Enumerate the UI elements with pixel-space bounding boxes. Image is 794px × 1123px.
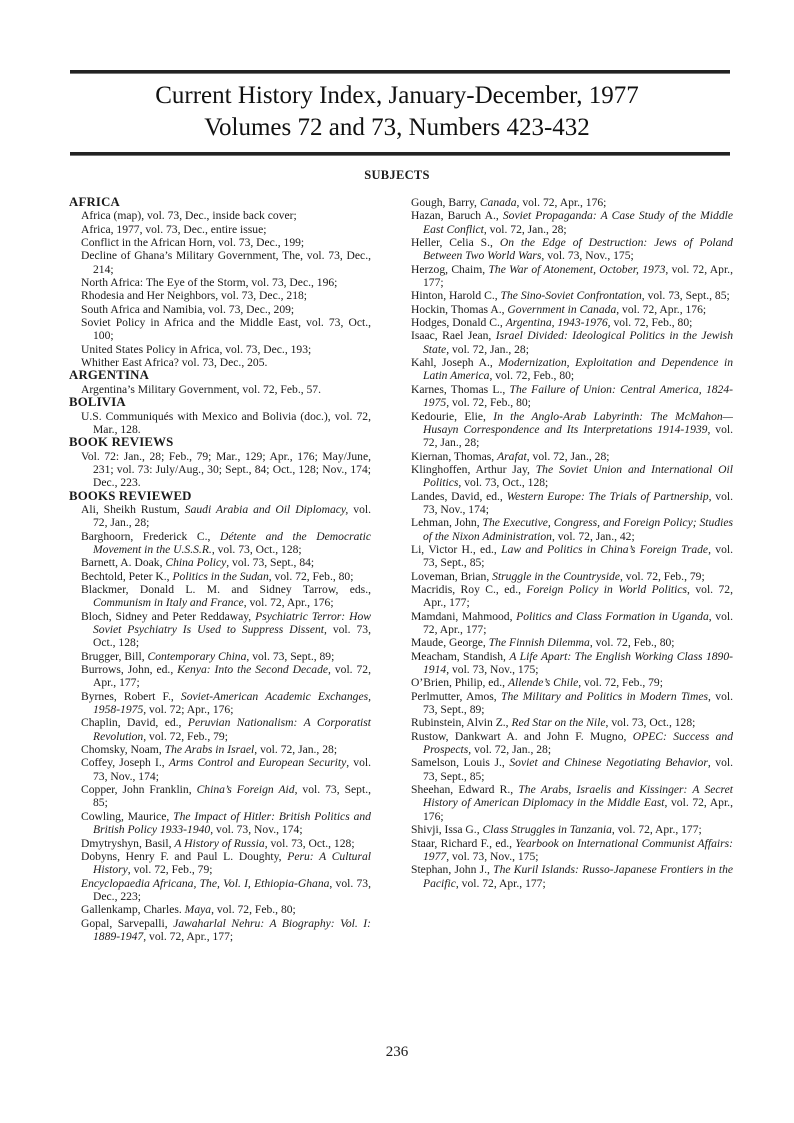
index-entry [81, 570, 371, 583]
entry-citation: , vol. 72; Apr., 176; [143, 703, 234, 717]
entry-author: Argentina’s Military Government, vol. 72, Feb., 57. [81, 382, 322, 396]
entry-author: Shivji, Issa G., [411, 823, 483, 837]
entry-citation: , vol. 72, Jan., 28; [526, 449, 610, 463]
entry-author: Gopal, Sarvepalli, [81, 916, 174, 930]
entry-title: China Policy [165, 556, 227, 570]
index-entry [411, 650, 733, 677]
index-entry [81, 316, 371, 343]
index-entry [411, 756, 733, 783]
entry-author: United States Policy in Africa, vol. 73, Dec., 193; [81, 342, 312, 356]
index-entry [81, 383, 371, 396]
subject-heading: BOOK REVIEWS [69, 435, 174, 450]
entry-citation: , vol. 72, Apr., 177; [423, 609, 733, 636]
entry-title: Argentina, 1943-1976 [505, 316, 608, 330]
entry-author: Chaplin, David, ed., [81, 716, 188, 730]
entry-citation: , vol. 73, Nov., 174; [93, 756, 372, 783]
entry-title: The Arabs, Israelis and Kissinger: A Secret History of American Diplomacy in the Middle East [423, 783, 733, 810]
entry-author: Heller, Celia S., [411, 236, 500, 250]
entry-citation: , vol. 72, Jan., 42; [551, 529, 635, 543]
entry-title: The Soviet Union and International Oil Politics [423, 462, 733, 490]
entry-citation: , vol. 72, Feb., 80; [607, 316, 693, 330]
entry-citation: , vol. 73, Sept., 85; [423, 756, 733, 783]
entry-title: The Executive, Congress, and Foreign Policy; Studies of the Nixon Administration [423, 516, 734, 543]
entry-title: Politics and Class Formation in Uganda [516, 609, 709, 623]
title-line-2: Volumes 72 and 73, Numbers 423-432 [204, 114, 590, 141]
entry-citation: , vol. 73, Oct., 128; [93, 623, 371, 650]
entry-author: Barghoorn, Frederick C., [81, 529, 220, 543]
index-entry [411, 303, 733, 316]
entry-citation: , vol. 73, Nov., 175; [446, 849, 539, 863]
entry-author: Meacham, Standish, [411, 649, 510, 663]
index-entry [81, 850, 371, 877]
entry-author: U.S. Communiqués with Mexico and Bolivia (doc.), vol. 72, Mar., 128. [81, 409, 371, 436]
entry-title: Détente and the Democratic Movement in the U.S.S.R. [93, 529, 372, 556]
index-entry [411, 463, 733, 490]
entry-title: Maya [184, 903, 212, 917]
index-entry [81, 303, 371, 316]
entry-author: Rubinstein, Alvin Z., [411, 716, 512, 730]
entry-citation: , vol. 73, Sept., 85; [423, 542, 734, 570]
index-entry [411, 730, 733, 757]
entry-citation: , vol. 72, Feb., 79; [127, 863, 213, 877]
entry-citation: , vol. 72, Feb., 79; [619, 569, 705, 583]
index-entry [81, 209, 371, 222]
entry-author: Ali, Sheikh Rustum, [81, 502, 185, 516]
entry-author: Cowling, Maurice, [81, 809, 174, 823]
index-entry [81, 810, 371, 837]
entry-citation: , vol. 72, Jan., 28; [446, 342, 529, 356]
entry-citation: , vol. 72, Apr., 177; [423, 582, 733, 610]
index-entry [81, 903, 371, 916]
index-entry [81, 503, 371, 530]
subject-heading: AFRICA [69, 195, 120, 209]
entry-author: Sheehan, Edward R., [411, 783, 519, 797]
entry-author: Hodges, Donald C., [411, 316, 506, 330]
entry-citation: , vol. 72, Feb., 79; [578, 676, 663, 690]
entry-title: Yearbook on International Communist Affairs: 1977 [423, 836, 733, 863]
entry-author: Dobyns, Henry F. and Paul L. Doughty, [81, 849, 288, 863]
entry-author: Hockin, Thomas A., [411, 302, 508, 316]
index-entry [81, 716, 371, 743]
index-entry [81, 917, 371, 944]
index-entry [411, 823, 733, 836]
entry-citation: , vol. 72, Apr., 177; [423, 262, 733, 290]
entry-author: Li, Victor H., ed., [411, 542, 502, 556]
index-entry [411, 837, 733, 864]
index-entry [411, 450, 733, 463]
title-line-1: Current History Index, January-December, 1977 [155, 82, 639, 109]
entry-title: A History of Russia [174, 836, 265, 850]
entry-author: Klinghoffen, Arthur Jay, [411, 462, 536, 476]
index-entry [81, 356, 371, 369]
entry-author: Landes, David, ed., [411, 489, 507, 503]
entry-citation: , vol. 73, Oct., 128; [605, 716, 696, 730]
entry-title: The Arabs in Israel [164, 743, 255, 757]
entry-title: A Life Apart: The English Working Class 1890-1914 [423, 649, 733, 677]
index-entry [411, 196, 733, 209]
entry-title: The Failure of Union: Central America, 1824-1975 [423, 382, 734, 410]
index-entry [81, 249, 371, 276]
entry-citation: , vol. 72, Apr., 177; [455, 876, 546, 890]
index-entry [81, 650, 371, 663]
index-entry [81, 530, 371, 557]
entry-title: Peruvian Nationalism: A Corporatist Revolution [93, 716, 371, 743]
entry-author: Barnett, A. Doak, [81, 556, 166, 570]
entry-author: Staar, Richard F., ed., [411, 836, 516, 850]
entry-author: O’Brien, Philip, ed., [411, 676, 508, 690]
section-label: SUBJECTS [364, 168, 430, 182]
entry-title: China’s Foreign Aid [196, 783, 295, 797]
entry-citation: , vol. 72, Feb., 80; [268, 569, 354, 583]
entry-author: Kedourie, Elie, [411, 409, 494, 423]
index-entry [411, 690, 733, 717]
page-title [0, 80, 794, 144]
index-entry [81, 223, 371, 236]
entry-citation: vol. 72, Jan., 28; [93, 502, 371, 530]
entry-author: Rustow, Dankwart A. and John F. Mugno, [411, 729, 633, 743]
index-entry [81, 837, 371, 850]
entry-citation: , vol. 73, Oct., 128; [211, 542, 302, 556]
index-entry [411, 329, 733, 356]
entry-citation: , vol. 73, Sept., 84; [226, 556, 315, 570]
entry-title: The Finnish Dilemma [488, 636, 590, 650]
entry-title: Saudi Arabia and Oil Diplomacy, [184, 502, 349, 516]
entry-title: Soviet and Chinese Negotiating Behavior [509, 756, 708, 770]
entry-author: Conflict in the African Horn, vol. 73, Dec., 199; [81, 236, 305, 250]
entry-citation: , vol. 73, Oct., 128; [264, 836, 355, 850]
page-number: 236 [385, 1044, 409, 1060]
entry-title: Kenya: Into the Second Decade [177, 663, 329, 677]
entry-author: Mamdani, Mahmood, [411, 609, 517, 623]
index-entry [81, 783, 371, 810]
entry-title: Foreign Policy in World Politics [526, 582, 688, 596]
entry-author: Chomsky, Noam, [81, 743, 165, 757]
entry-author: Copper, John Franklin, [81, 783, 197, 797]
entry-citation: , vol. 73, Nov., 175; [541, 249, 634, 263]
entry-author: Africa, 1977, vol. 73, Dec., entire issue; [81, 222, 267, 236]
index-entry [411, 263, 733, 290]
entry-title: Western Europe: The Trials of Partnership [506, 489, 709, 503]
index-entry [81, 410, 371, 437]
entry-title: Encyclopaedia Africana, The, Vol. I, Ethiopia-Ghana [81, 876, 330, 890]
index-entry [81, 756, 371, 783]
entry-author: Lehman, John, [411, 516, 483, 530]
entry-title: Red Star on the Nile [511, 716, 606, 730]
entry-author: Burrows, John, ed., [81, 663, 178, 677]
entry-title: Jawaharlal Nehru: A Biography: Vol. I: 1889-1947 [93, 916, 371, 943]
index-entry [81, 610, 371, 650]
entry-title: Communism in Italy and France [93, 596, 244, 610]
entry-author: Bechtold, Peter K., [81, 569, 173, 583]
entry-author: South Africa and Namibia, vol. 73, Dec., 209; [81, 302, 295, 316]
entry-title: Struggle in the Countryside [492, 569, 620, 583]
entry-author: Soviet Policy in Africa and the Middle East, vol. 73, Oct., 100; [81, 316, 371, 343]
entry-title: Peru: A Cultural History [93, 849, 371, 877]
entry-citation: , vol. 72, Feb., 80; [489, 369, 575, 383]
entry-title: Politics in the Sudan [172, 569, 269, 583]
entry-citation: , vol. 72, Apr., 176; [423, 796, 733, 823]
entry-citation: , vol. 73, Nov., 175; [446, 663, 539, 677]
entry-author: Whither East Africa? vol. 73, Dec., 205. [81, 356, 268, 370]
index-entry [411, 289, 733, 302]
index-entry [81, 877, 371, 904]
entry-title: Modernization, Exploitation and Dependence in Latin America [423, 356, 733, 383]
entry-author: Vol. 72: Jan., 28; Feb., 79; Mar., 129; Apr., 176; May/June, 231; vol. 73: July/Aug., 30; Sept., 84; Oct., 128; Nov., 174; Dec., 223. [81, 449, 371, 490]
entry-author: Hinton, Harold C., [411, 289, 501, 303]
index-entry [81, 450, 371, 490]
index-entry [411, 863, 733, 890]
entry-citation: , vol. 72, Apr., 176; [616, 302, 707, 316]
entry-title: Law and Politics in China’s Foreign Trade [501, 542, 709, 556]
entry-citation: , vol. 73, Sept., 89; [423, 689, 733, 717]
index-entry [411, 209, 733, 236]
index-entry [81, 583, 371, 610]
entry-title: Arms Control and European Security [168, 756, 347, 770]
entry-author: Macridis, Roy C., ed., [411, 582, 527, 596]
entry-title: The War of Atonement, October, 1973 [488, 262, 666, 276]
entry-citation: , vol. 72, Jan., 28; [483, 222, 567, 236]
entry-author: Gough, Barry, [411, 196, 480, 209]
entry-author: Karnes, Thomas L., [411, 382, 510, 396]
entry-title: Soviet-American Academic Exchanges, 1958-1975 [93, 689, 371, 717]
entry-title: OPEC: Success and Prospects [423, 729, 734, 757]
entry-author: Samelson, Louis J., [411, 756, 510, 770]
entry-citation: , vol. 72, Apr., 177; [93, 663, 371, 690]
index-entry [411, 490, 733, 517]
index-entry [81, 743, 371, 756]
entry-citation: , vol. 72, Jan., 28; [468, 743, 552, 757]
entry-citation: , vol. 73, Oct., 128; [458, 476, 549, 490]
entry-author: Kahl, Joseph A., [411, 356, 499, 370]
entry-title: Allende’s Chile [507, 676, 579, 690]
entry-title: The Sino-Soviet Confrontation [500, 289, 642, 303]
entry-title: Arafat [497, 449, 527, 463]
entry-author: Kiernan, Thomas, [411, 449, 498, 463]
entry-author: Maude, George, [411, 636, 489, 650]
entry-citation: , vol. 73, Sept., 85; [93, 783, 371, 810]
entry-title: The Impact of Hitler: British Politics and British Policy 1933-1940 [93, 809, 371, 837]
index-entry [411, 636, 733, 649]
entry-author: Hazan, Baruch A., [411, 209, 503, 223]
entry-title: Israel Divided: Ideological Politics in the Jewish State [423, 329, 733, 356]
entry-citation: , vol. 72, Apr., 176; [243, 596, 334, 610]
entry-title: The Kuril Islands: Russo-Japanese Frontiers in the Pacific [423, 863, 734, 890]
entry-citation: , vol. 73, Sept., 89; [246, 649, 335, 663]
subject-heading: ARGENTINA [69, 368, 150, 383]
entry-author: Bloch, Sidney and Peter Reddaway, [81, 609, 256, 623]
entry-title: Psychiatric Terror: How Soviet Psychiatry Is Used to Suppress Dissent [93, 609, 371, 636]
index-entry [411, 236, 733, 263]
entry-title: Canada [479, 196, 517, 209]
entry-citation: , vol. 73, Sept., 85; [641, 289, 730, 303]
entry-title: On the Edge of Destruction: Jews of Poland Between Two World Wars [423, 236, 733, 263]
subject-heading: BOOKS REVIEWED [69, 488, 192, 503]
entry-citation: , vol. 72, Feb., 80; [211, 903, 296, 917]
top-double-rule [70, 70, 730, 74]
entry-author: Gallenkamp, Charles. [81, 903, 185, 917]
entry-citation: , vol. 72, Feb., 80; [589, 636, 675, 650]
entry-title: Soviet Propaganda: A Case Study of the Middle East Conflict [423, 209, 733, 236]
entry-author: Herzog, Chaim, [411, 262, 489, 276]
right-column [411, 196, 733, 890]
entry-title: Contemporary China [147, 649, 247, 663]
index-entry [81, 343, 371, 356]
entry-author: Brugger, Bill, [81, 649, 148, 663]
entry-citation: , vol. 73, Nov., 174; [210, 823, 303, 837]
index-entry [411, 516, 733, 543]
entry-title: Government in Canada [507, 302, 617, 316]
entry-author: Perlmutter, Amos, [411, 689, 502, 703]
entry-citation: , vol. 73, Dec., 223; [93, 876, 371, 903]
index-entry [411, 543, 733, 570]
entry-author: Decline of Ghana’s Military Government, The, vol. 73, Dec., 214; [81, 249, 371, 276]
index-entry [411, 783, 733, 823]
bottom-double-rule [70, 152, 730, 156]
entry-author: North Africa: The Eye of the Storm, vol. 73, Dec., 196; [81, 276, 338, 290]
entry-author: Blackmer, Donald L. M. and Sidney Tarrow, eds., [81, 582, 371, 596]
index-entry [81, 236, 371, 249]
index-entry [411, 570, 733, 583]
entry-author: Coffey, Joseph I., [81, 756, 169, 770]
index-entry [411, 356, 733, 383]
entry-citation: , vol. 72, Jan., 28; [254, 743, 338, 757]
entry-author: Stephan, John J., [411, 863, 494, 877]
index-entry [81, 690, 371, 717]
entry-citation: , vol. 72, Jan., 28; [423, 422, 733, 450]
index-entry [81, 289, 371, 302]
subject-heading: BOLIVIA [69, 395, 126, 410]
entry-citation: , vol. 73, Nov., 174; [423, 489, 733, 516]
index-entry [411, 316, 733, 329]
entry-citation: , vol. 72, Apr., 176; [516, 196, 607, 209]
entry-citation: , vol. 72, Apr., 177; [143, 929, 234, 943]
entry-citation: , vol. 72, Feb., 79; [143, 729, 228, 743]
entry-author: Rhodesia and Her Neighbors, vol. 73, Dec., 218; [81, 289, 308, 303]
entry-author: Africa (map), vol. 73, Dec., inside back cover; [81, 209, 297, 223]
entry-citation: , vol. 72, Apr., 177; [611, 823, 702, 837]
index-entry [411, 583, 733, 610]
entry-citation: , vol. 72, Feb., 80; [446, 396, 531, 410]
index-entry [411, 410, 733, 450]
entry-author: Dmytryshyn, Basil, [81, 836, 175, 850]
index-entry [411, 383, 733, 410]
entry-title: The Military and Politics in Modern Times [501, 689, 709, 703]
entry-author: Byrnes, Robert F., [81, 689, 181, 703]
entry-title: In the Anglo-Arab Labyrinth: The McMahon—Husayn Correspondence and Its Interpretations 1914-1939 [423, 409, 733, 436]
entry-title: Class Struggles in Tanzania [482, 823, 612, 837]
index-entry [81, 663, 371, 690]
entry-author: Isaac, Rael Jean, [411, 329, 496, 343]
entry-author: Loveman, Brian, [411, 569, 493, 583]
left-column [69, 196, 371, 943]
index-entry [81, 276, 371, 289]
index-entry [81, 556, 371, 569]
index-entry [411, 676, 733, 689]
index-entry [411, 610, 733, 637]
index-entry [411, 716, 733, 729]
